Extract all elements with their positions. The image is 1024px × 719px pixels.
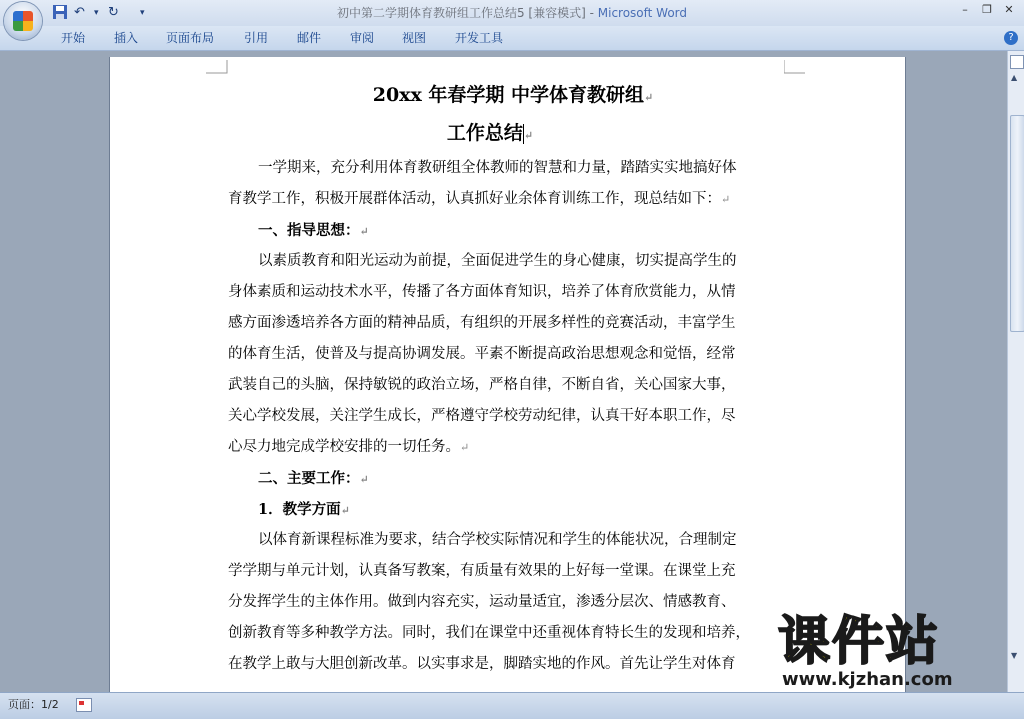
scroll-down-arrow-icon[interactable]: ▼ [1011,651,1018,660]
watermark-url: www.kjzhan.com [782,669,953,690]
paragraph-line: 以素质教育和阳光运动为前提，全面促进学生的身心健康，切实提高学生的 [258,253,737,269]
document-page[interactable] [110,57,905,697]
document-heading: 20xx 年春学期 中学体育教研组↵ [372,84,654,106]
vertical-scrollbar[interactable] [1007,51,1024,692]
tab-page-layout[interactable]: 页面布局 [166,31,215,45]
section-heading: 二、主要工作：↵ [258,470,369,487]
tab-insert[interactable]: 插入 [114,31,139,45]
paragraph-line: 心尽力地完成学校安排的一切任务。↵ [228,439,470,455]
view-ruler-icon[interactable] [1010,55,1024,69]
tab-review[interactable]: 审阅 [350,31,375,45]
document-subheading: 工作总结↵ [446,122,534,144]
paragraph-line: 育教学工作，积极开展群体活动，认真抓好业余体育训练工作，现总结如下：↵ [228,191,731,207]
undo-dropdown-icon[interactable]: ▾ [94,8,99,18]
office-logo-icon [13,11,33,31]
status-bar [0,692,1024,719]
subsection-heading: 1．教学方面↵ [258,501,350,518]
redo-icon[interactable]: ↻ [108,5,119,20]
paragraph-line: 以体育新课程标准为要求，结合学校实际情况和学生的体能状况，合理制定 [258,532,737,548]
proofing-icon[interactable] [76,698,92,712]
tab-view[interactable]: 视图 [402,31,427,45]
tab-developer[interactable]: 开发工具 [455,31,504,45]
paragraph-line: 一学期来，充分利用体育教研组全体教师的智慧和力量，踏踏实实地搞好体 [258,160,737,176]
tab-home[interactable]: 开始 [61,31,86,45]
restore-button[interactable]: ❐ [982,3,992,16]
document-body[interactable] [228,77,788,680]
undo-icon[interactable]: ↶ [74,5,85,20]
minimize-button[interactable]: – [962,3,968,16]
title-bar [0,0,1024,26]
page-count-status[interactable]: 页面：1/2 [8,698,59,711]
section-heading: 一、指导思想：↵ [258,222,369,239]
paragraph-line: 在教学上敢与大胆创新改革。以实事求是，脚踏实地的作风。首先让学生对体育 [228,656,736,672]
close-button[interactable]: ✕ [1004,3,1014,16]
tab-mailings[interactable]: 邮件 [297,31,322,45]
document-title: 初中第二学期体育教研组工作总结5 [兼容模式] - [336,6,598,20]
tab-references[interactable]: 引用 [244,31,269,45]
window-title [0,0,1024,26]
paragraph-line: 创新教育等多种教学方法。同时，我们在课堂中还重视体育特长生的发现和培养， [228,625,750,641]
office-button[interactable] [4,2,42,40]
paragraph-line: 身体素质和运动技术水平，传播了各方面体育知识，培养了体育欣赏能力，从情 [228,284,736,300]
document-workspace [0,51,1007,692]
scroll-up-arrow-icon[interactable]: ▲ [1011,73,1018,82]
watermark-text: 课件站 [778,612,941,672]
watermark-logo [770,612,1020,692]
margin-corner-mark [784,60,806,74]
help-icon[interactable]: ? [1004,31,1018,45]
save-icon[interactable] [52,4,68,22]
margin-corner-mark [206,60,228,74]
paragraph-line: 武装自己的头脑，保持敏锐的政治立场，严格自律，不断自省，关心国家大事， [228,377,736,393]
scrollbar-thumb[interactable] [1010,115,1024,332]
paragraph-line: 学学期与单元计划，认真备写教案，有质量有效果的上好每一堂课。在课堂上充 [228,563,736,579]
paragraph-line: 关心学校发展，关注学生成长，严格遵守学校劳动纪律，认真干好本职工作，尽 [228,408,736,424]
paragraph-line: 感方面渗透培养各方面的精神品质，有组织的开展多样性的竞赛活动，丰富学生 [228,315,736,331]
paragraph-line: 分发挥学生的主体作用。做到内容充实，运动量适宜，渗透分层次、情感教育、 [228,594,736,610]
paragraph-line: 的体育生活，使普及与提高协调发展。平素不断提高政治思想观念和觉悟，经常 [228,346,736,362]
customize-qat-icon[interactable]: ▾ [140,8,145,18]
app-name: Microsoft Word [597,6,688,20]
ribbon-tabs [0,26,1024,51]
